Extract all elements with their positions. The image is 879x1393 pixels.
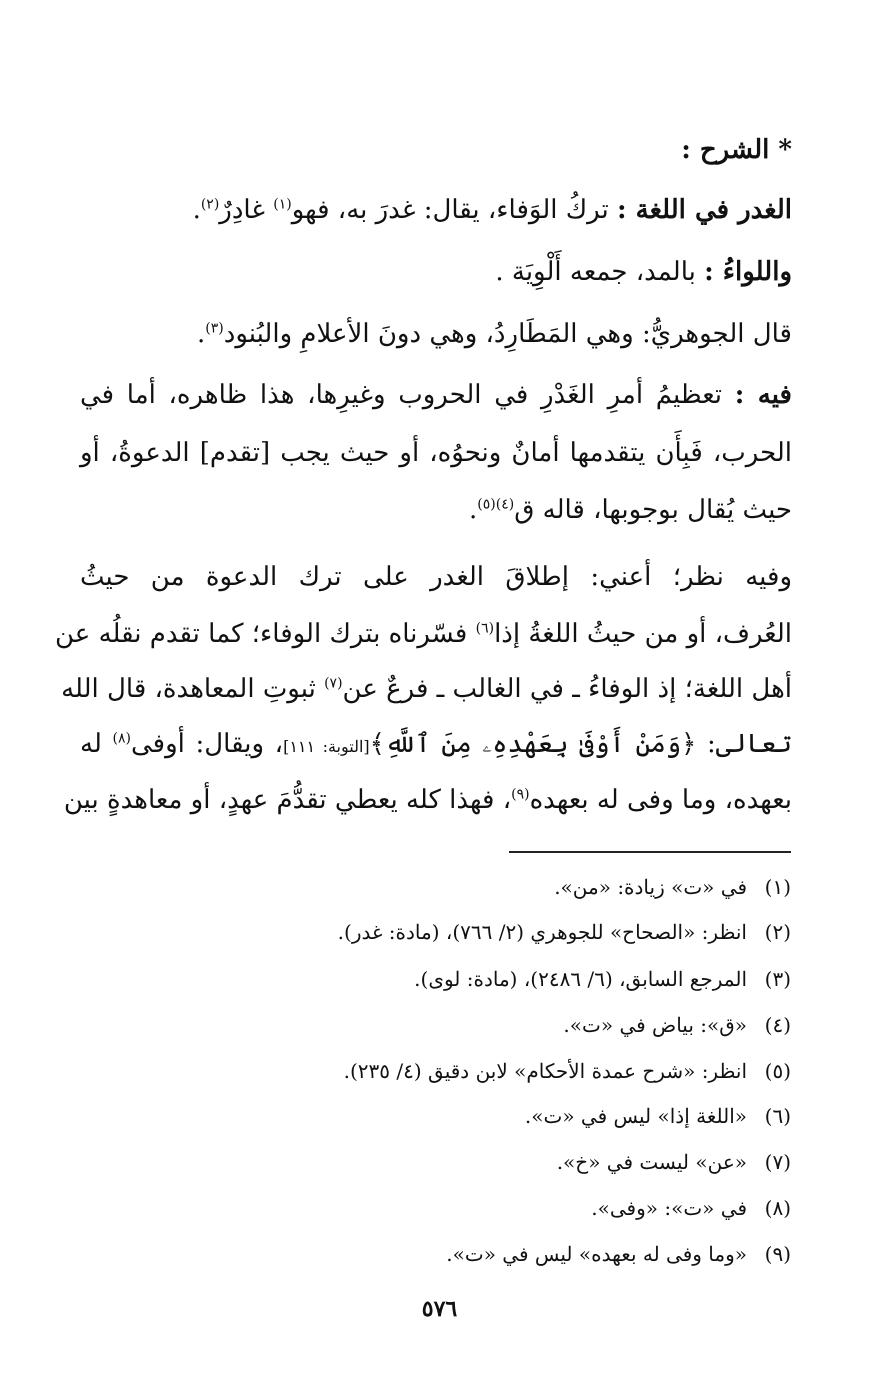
footnote-4: (٤)«ق»: بياض في «ت». — [563, 1013, 791, 1037]
footnote-ref-7[interactable]: (٧) — [324, 675, 343, 692]
footnote-separator — [509, 851, 791, 853]
line-liwa-definition: واللواءُ : بالمد، جمعه أَلْوِيَة . — [495, 257, 792, 287]
quran-reference: [التوبة: ١١١] — [283, 737, 370, 756]
paragraph-2-line-4: تعالى: ﴿وَمَنْ أَوْفَىٰ بِعَهْدِهِۦ مِنَ ٱللَّهِ﴾[التوبة: ١١١]، ويقال: أوفى$^{(٨)}$ له — [80, 729, 792, 759]
page-number: ٥٧٦ — [421, 1296, 458, 1322]
line-ghadr-definition: الغدر في اللغة : تركُ الوَفاء، يقال: غدرَ به، فهو$^{(١)}$ غادِرٌ$^{(٢)}$. — [192, 195, 792, 225]
footnote-3: (٣)المرجع السابق، (٦/ ٢٤٨٦)، (مادة: لوى). — [414, 967, 791, 991]
paragraph-2-line-1: وفيه نظر؛ أعني: إطلاقَ الغدر على ترك الدعوة من حيثُ — [80, 562, 792, 592]
footnote-ref-4-5[interactable]: (٤)(٥) — [477, 496, 515, 513]
footnote-2: (٢)انظر: «الصحاح» للجوهري (٢/ ٧٦٦)، (مادة: غدر). — [337, 920, 791, 944]
footnote-ref-6[interactable]: (٦) — [475, 620, 495, 637]
paragraph-2-line-5: بعهده، وما وفى له بعهده$^{(٩)}$، فهذا كله يعطي تقدُّمَ عهدٍ، أو معاهدةٍ بين — [63, 785, 792, 815]
footnote-7: (٧)«عن» ليست في «خ». — [556, 1150, 791, 1174]
footnote-ref-3[interactable]: (٣) — [205, 320, 224, 337]
term-fih: فيه : — [734, 380, 792, 410]
footnote-9: (٩)«وما وفى له بعهده» ليس في «ت». — [446, 1242, 791, 1266]
footnote-5: (٥)انظر: «شرح عمدة الأحكام» لابن دقيق (٤/ ٢٣٥). — [343, 1059, 791, 1083]
paragraph-1-line-1: فيه : تعظيمُ أمرِ الغَدْرِ في الحروب وغيرِها، هذا ظاهره، أما في — [80, 380, 792, 410]
quran-verse: ﴿وَمَنْ أَوْفَىٰ بِعَهْدِهِۦ مِنَ ٱللَّهِ﴾ — [369, 729, 697, 759]
footnote-8: (٨)في «ت»: «وفى». — [591, 1196, 791, 1220]
footnote-1: (١)في «ت» زيادة: «من». — [554, 875, 791, 899]
paragraph-2-line-3: أهل اللغة؛ إذ الوفاءُ ـ في الغالب ـ فرعٌ عن$^{(٧)}$ ثبوتِ المعاهدة، قال الله — [61, 674, 792, 704]
line-jawhari: قال الجوهريُّ: وهي المَطَارِدُ، وهي دونَ الأعلامِ والبُنود$^{(٣)}$. — [197, 319, 792, 349]
sharh-heading: * الشرح : — [681, 135, 792, 165]
footnote-ref-8[interactable]: (٨) — [112, 730, 131, 747]
footnote-ref-1[interactable]: (١) — [273, 196, 292, 213]
footnote-6: (٦)«اللغة إذا» ليس في «ت». — [524, 1104, 791, 1128]
term-liwa: واللواءُ : — [704, 257, 792, 287]
term-ghadr: الغدر في اللغة : — [617, 195, 792, 225]
paragraph-2-line-2: العُرف، أو من حيثُ اللغةُ إذا$^{(٦)}$ فسّرناه بترك الوفاء؛ كما تقدم نقلُه عن — [55, 619, 792, 649]
paragraph-1-line-2: الحرب، فَبِأَن يتقدمها أمانٌ ونحوُه، أو حيث يجب [تقدم] الدعوةُ، أو — [80, 438, 792, 468]
footnote-ref-9[interactable]: (٩) — [511, 786, 530, 803]
footnote-ref-2[interactable]: (٢) — [200, 196, 220, 213]
paragraph-1-line-3: حيث يُقال بوجوبها، قاله ق$^{(٤)(٥)}$. — [468, 495, 792, 525]
